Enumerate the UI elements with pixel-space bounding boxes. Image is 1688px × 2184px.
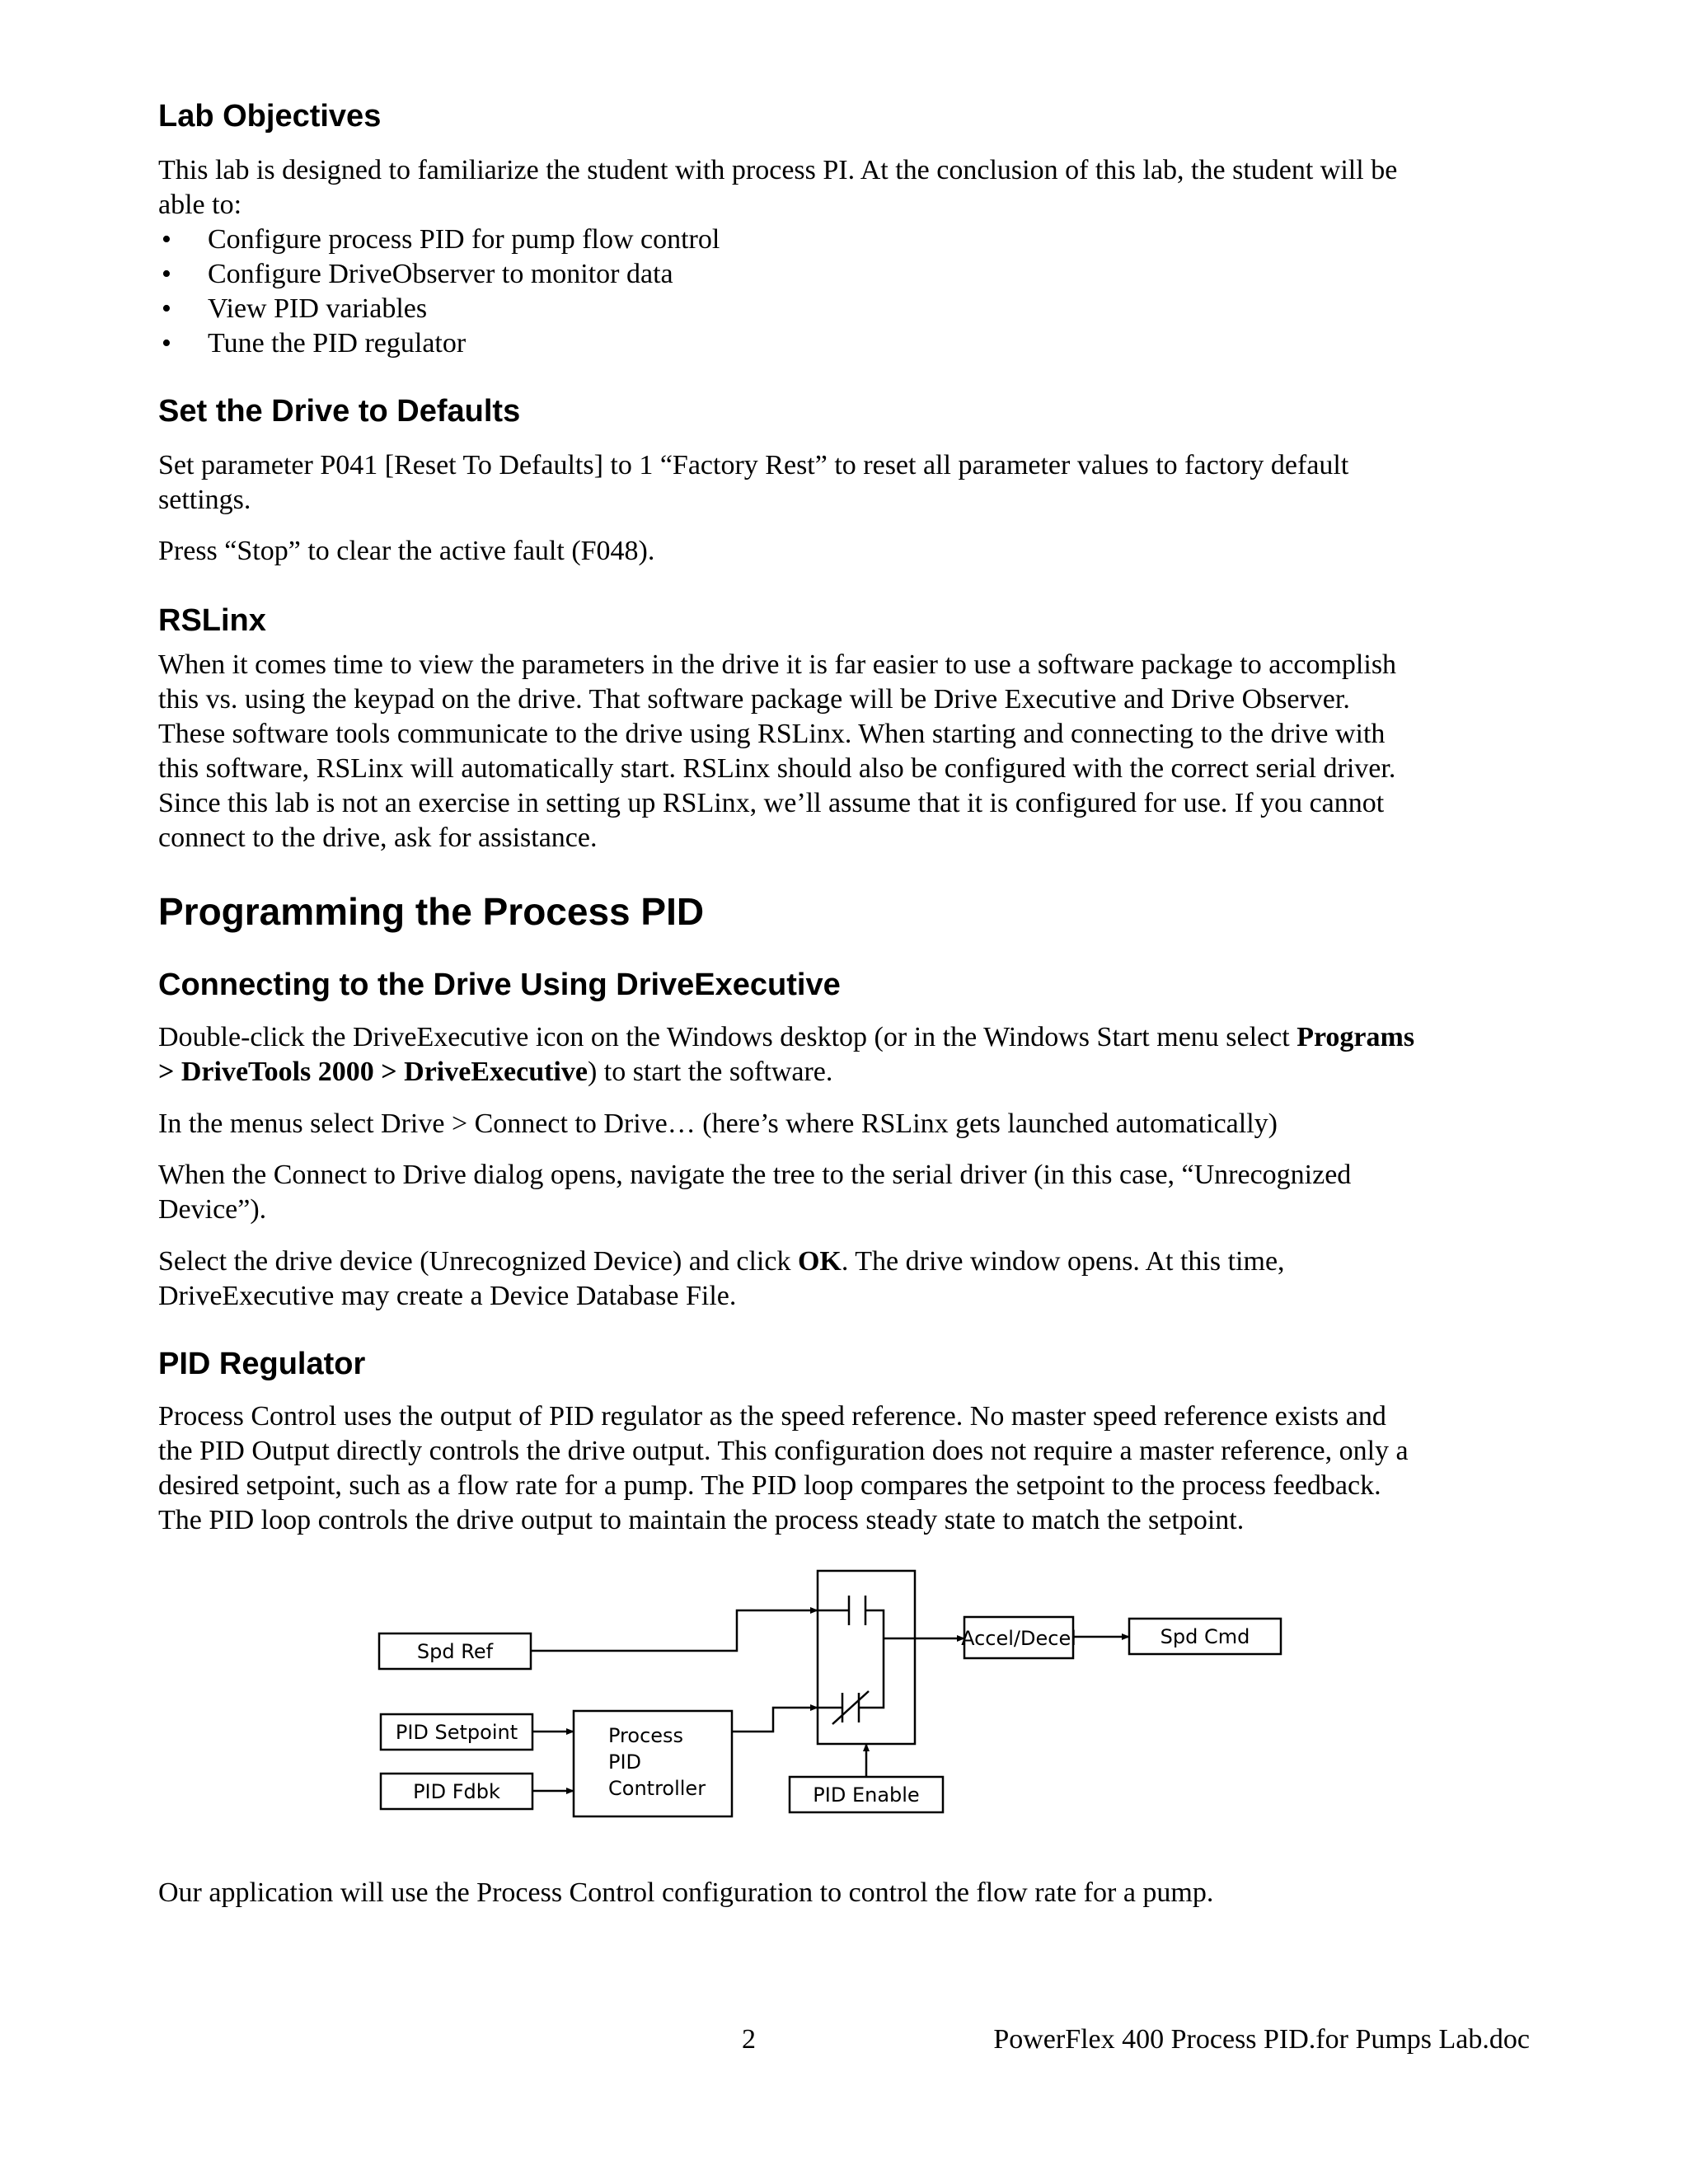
heading-programming-pid: Programming the Process PID [158, 890, 705, 933]
connecting-p4-line-2: DriveExecutive may create a Device Database File. [158, 1281, 737, 1311]
page-number: 2 [742, 2024, 756, 2055]
pid-setpoint-label: PID Setpoint [395, 1721, 518, 1744]
rslinx-line: this software, RSLinx will automatically start. RSLinx should also be configured with the correct serial driver. [158, 753, 1396, 784]
pid-line: desired setpoint, such as a flow rate for a pump. The PID loop compares the setpoint to the process feedback. [158, 1470, 1381, 1501]
controller-label-1: Process [608, 1724, 684, 1747]
bold-menu-path: > DriveTools 2000 > DriveExecutive [158, 1057, 588, 1087]
heading-lab-objectives: Lab Objectives [158, 99, 382, 134]
text-run: . The drive window opens. At this time, [841, 1246, 1285, 1277]
bold-programs: Programs [1296, 1022, 1415, 1052]
text-run: Double-click the DriveExecutive icon on the Windows desktop (or in the Windows Start menu select [158, 1022, 1297, 1052]
intro-line-2: able to: [158, 190, 242, 220]
connecting-p3-line-2: Device”). [158, 1194, 267, 1225]
bold-ok: OK [797, 1246, 842, 1277]
heading-rslinx: RSLinx [158, 603, 266, 638]
heading-connecting: Connecting to the Drive Using DriveExecutive [158, 968, 841, 1002]
pid-fdbk-label: PID Fdbk [413, 1780, 500, 1803]
controller-output-wire [732, 1708, 818, 1732]
pid-line: the PID Output directly controls the drive output. This configuration does not require a master reference, only a [158, 1436, 1409, 1466]
rslinx-line: When it comes time to view the parameters in the drive it is far easier to use a software package to accomplish [158, 649, 1397, 680]
connecting-p3-line-1: When the Connect to Drive dialog opens, navigate the tree to the serial driver (in this case, “Unrecognized [158, 1160, 1352, 1190]
rslinx-line: These software tools communicate to the drive using RSLinx. When starting and connecting to the drive with [158, 719, 1386, 749]
spd-ref-wire [531, 1610, 818, 1651]
rslinx-line: this vs. using the keypad on the drive. That software package will be Drive Executive and Drive Observer. [158, 684, 1350, 715]
heading-pid-regulator: PID Regulator [158, 1347, 366, 1381]
text-run: Select the drive device (Unrecognized Device) and click [158, 1246, 798, 1277]
text-run: ) to start the software. [587, 1057, 833, 1087]
upper-contact-out [865, 1610, 884, 1630]
pid-enable-label: PID Enable [813, 1783, 920, 1807]
defaults-line-1: Set parameter P041 [Reset To Defaults] to 1 “Factory Rest” to reset all parameter values to factory default [158, 450, 1349, 480]
controller-label-2: PID [608, 1750, 642, 1774]
pid-closing-paragraph: Our application will use the Process Control configuration to control the flow rate for a pump. [158, 1877, 1214, 1908]
objective-item: • Configure DriveObserver to monitor data [158, 257, 1530, 292]
connecting-paragraph-1 [158, 1020, 1530, 1090]
defaults-line-2: settings. [158, 485, 251, 515]
objective-item: • Configure process PID for pump flow control [158, 223, 1530, 257]
heading-set-defaults: Set the Drive to Defaults [158, 394, 521, 429]
connecting-p4-line-1 [158, 1244, 1530, 1279]
pid-regulator-paragraph [158, 1399, 1530, 1538]
spd-cmd-label: Spd Cmd [1160, 1625, 1250, 1648]
connecting-paragraph-3 [158, 1158, 1530, 1227]
objectives-list [158, 223, 1530, 361]
pid-line: The PID loop controls the drive output to maintain the process steady state to match the setpoint. [158, 1505, 1245, 1535]
lab-objectives-intro [158, 153, 1530, 223]
document-filename: PowerFlex 400 Process PID.for Pumps Lab.doc [993, 2024, 1530, 2055]
rslinx-line: Since this lab is not an exercise in setting up RSLinx, we’ll assume that it is configured for use. If you cannot [158, 788, 1385, 818]
connecting-line-2 [158, 1055, 1530, 1090]
defaults-paragraph-2: Press “Stop” to clear the active fault (F048). [158, 536, 655, 566]
intro-line-1: This lab is designed to familiarize the student with process PI. At the conclusion of this lab, the student will be [158, 155, 1398, 185]
objective-item: • View PID variables [158, 292, 1530, 326]
rslinx-line: connect to the drive, ask for assistance. [158, 823, 598, 853]
defaults-paragraph-1 [158, 448, 1530, 518]
connecting-paragraph-2: In the menus select Drive > Connect to Drive… (here’s where RSLinx gets launched automatically) [158, 1108, 1278, 1139]
connecting-paragraph-4 [158, 1244, 1530, 1314]
rslinx-paragraph [158, 648, 1530, 855]
accel-decel-label: Accel/Decel [961, 1627, 1076, 1650]
spd-ref-label: Spd Ref [416, 1640, 494, 1663]
objective-item: • Tune the PID regulator [158, 326, 1530, 361]
pid-line: Process Control uses the output of PID regulator as the speed reference. No master speed reference exists and [158, 1401, 1386, 1432]
controller-label-3: Controller [608, 1777, 706, 1800]
connecting-line-1 [158, 1020, 1530, 1055]
pid-block-diagram [158, 1558, 1530, 1838]
